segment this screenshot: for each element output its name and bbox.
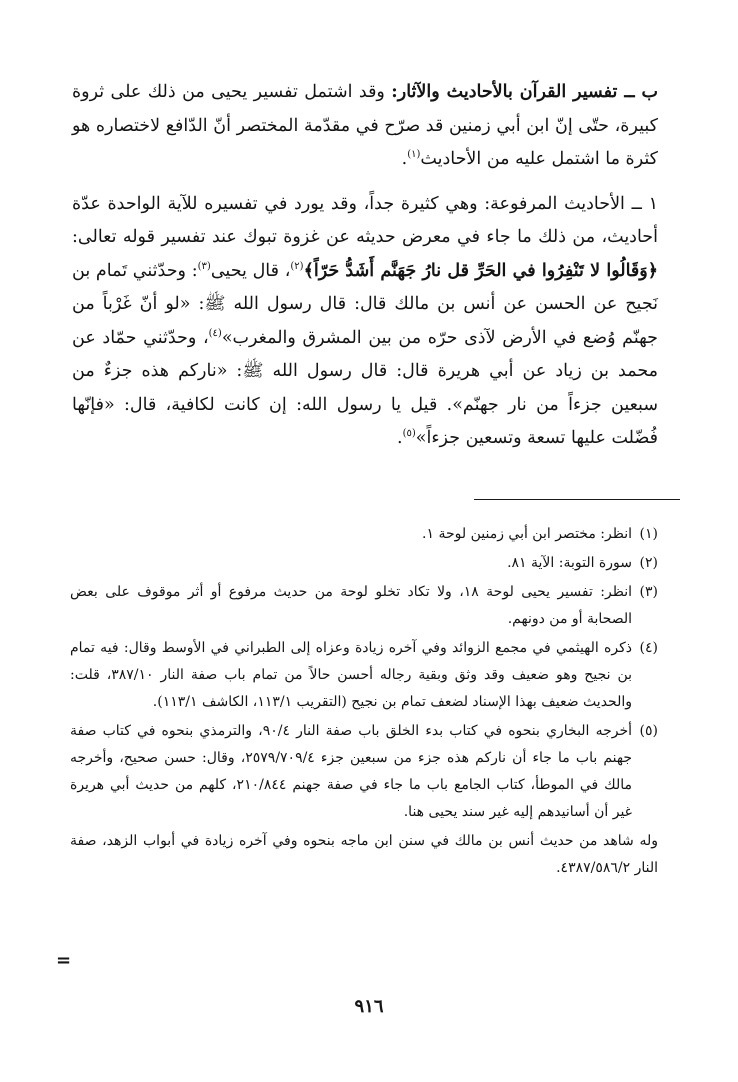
footnote-text: سورة التوبة: الآية ٨١. <box>507 555 632 571</box>
footnote-text: ذكره الهيثمي في مجمع الزوائد وفي آخره زيادة وعزاه إلى الطبراني في الأوسط وقال: فيه تمام بن نجيح وهو ضعيف وقد وثق وبقية رجاله أحسن حالاً من تمام باب صفة النار ٣٨٧/١٠، قلت: والحديث ضعيف بهذا الإسناد لضعف تمام بن نجيح (التقريب ١١٣/١، الكاشف ١١٣/١). <box>70 640 632 710</box>
paragraph-text: ، قال يحيى <box>210 260 291 281</box>
footnote <box>70 579 658 633</box>
footnote-text: انظر: مختصر ابن أبي زمنين لوحة ١. <box>422 526 632 542</box>
footnote-number: (١) <box>639 526 658 542</box>
footnotes <box>70 521 658 882</box>
footnote-number: (٢) <box>639 555 658 571</box>
main-text <box>72 76 658 456</box>
footnote-number: (٣) <box>639 584 658 600</box>
footnote-text: انظر: تفسير يحيى لوحة ١٨، ولا تكاد تخلو لوحة من حديث مرفوع أو أثر موقوف على بعض الصحابة أو من دونهم. <box>70 584 632 627</box>
footnote-text: أخرجه البخاري بنحوه في كتاب بدء الخلق باب صفة النار ٩٠/٤، والترمذي بنحوه في كتاب صفة جهنم باب ما جاء أن ناركم هذه جزء من سبعين جزء ٢٥٧٩/٧٠٩/٤، وقال: حسن صحيح، وأخرجه مالك في الموطأ، كتاب الجامع باب ما جاء في صفة جهنم ٢١٠/٨٤٤، كلهم من حديث أبي هريرة غير أن أسانيدهم إليه غير سند يحيى هنا. <box>70 723 633 820</box>
footnote-ref-3: (٣) <box>197 260 211 272</box>
footnote <box>70 718 658 826</box>
footnote-number: (٤) <box>639 640 658 656</box>
footnote-ref-2: (٢) <box>290 260 304 272</box>
footnote-body <box>70 718 632 826</box>
footnote <box>70 635 658 716</box>
paragraph-end: . <box>396 428 403 448</box>
footnote-continuation: وله شاهد من حديث أنس بن مالك في سنن ابن ماجه بنحوه وفي آخره زيادة في أبواب الزهد، صفة النار ٤٣٨٧/٥٨٦/٢. <box>70 833 658 876</box>
paragraph-text: وقد اشتمل تفسير يحيى من ذلك على ثروة كبيرة، حتّى إنّ ابن أبي زمنين قد صرّح في مقدّمة المختصر أنّ الدّافع لاختصاره هو كثرة ما اشتمل عليه من الأحاديث <box>72 82 658 169</box>
footnote-divider <box>474 499 680 500</box>
footnote-number: (٥) <box>639 723 658 739</box>
paragraph-marfu-hadith <box>72 188 658 456</box>
paragraph-end: . <box>401 149 408 169</box>
paragraph-tafsir-hadith <box>72 76 658 177</box>
section-heading: ب ــ تفسير القرآن بالأحاديث والآثار: <box>391 82 658 102</box>
paragraph-text: : وحدّثني تَمام بن نَجيح عن الحسن عن أنس بن مالك قال: قال رسول الله ﷺ: «لو أنّ غَرْباً من جهنّم وُضع في الأرض لآذى حرّه من بين المشرق والمغرب» <box>72 260 658 348</box>
paragraph-text: ، وحدّثني حمّاد عن محمد بن زياد عن أبي هريرة قال: قال رسول الله ﷺ: «ناركم هذه جزءٌ من سبعين جزءاً من نار جهنّم». قيل يا رسول الله: إن كانت لكافية، قال: «فإنّها فُضّلت عليها تسعة وتسعين جزءاً» <box>72 327 658 448</box>
paragraph-lead: ١ ــ الأحاديث المرفوعة: وهي كثيرة جداً، وقد يورد في تفسيره للآية الواحدة عدّة أحاديث، من ذلك ما جاء في معرض حديثه عن غزوة تبوك عند تفسير قوله تعالى: <box>72 193 658 247</box>
footnote-ref-4: (٤) <box>208 327 222 339</box>
quran-verse: ﴿وَقَالُوا لا تَنْفِرُوا في الحَرِّ قل نارُ جَهَنَّم أَشَدُّ حَرّاً﴾ <box>303 260 659 281</box>
page-number: ٩١٦ <box>354 996 384 1017</box>
footnote-ref-1: (١) <box>407 149 421 161</box>
continuation-mark: = <box>56 950 72 971</box>
footnote <box>70 550 658 577</box>
footnote-ref-5: (٥) <box>402 428 416 440</box>
footnote <box>70 521 658 548</box>
